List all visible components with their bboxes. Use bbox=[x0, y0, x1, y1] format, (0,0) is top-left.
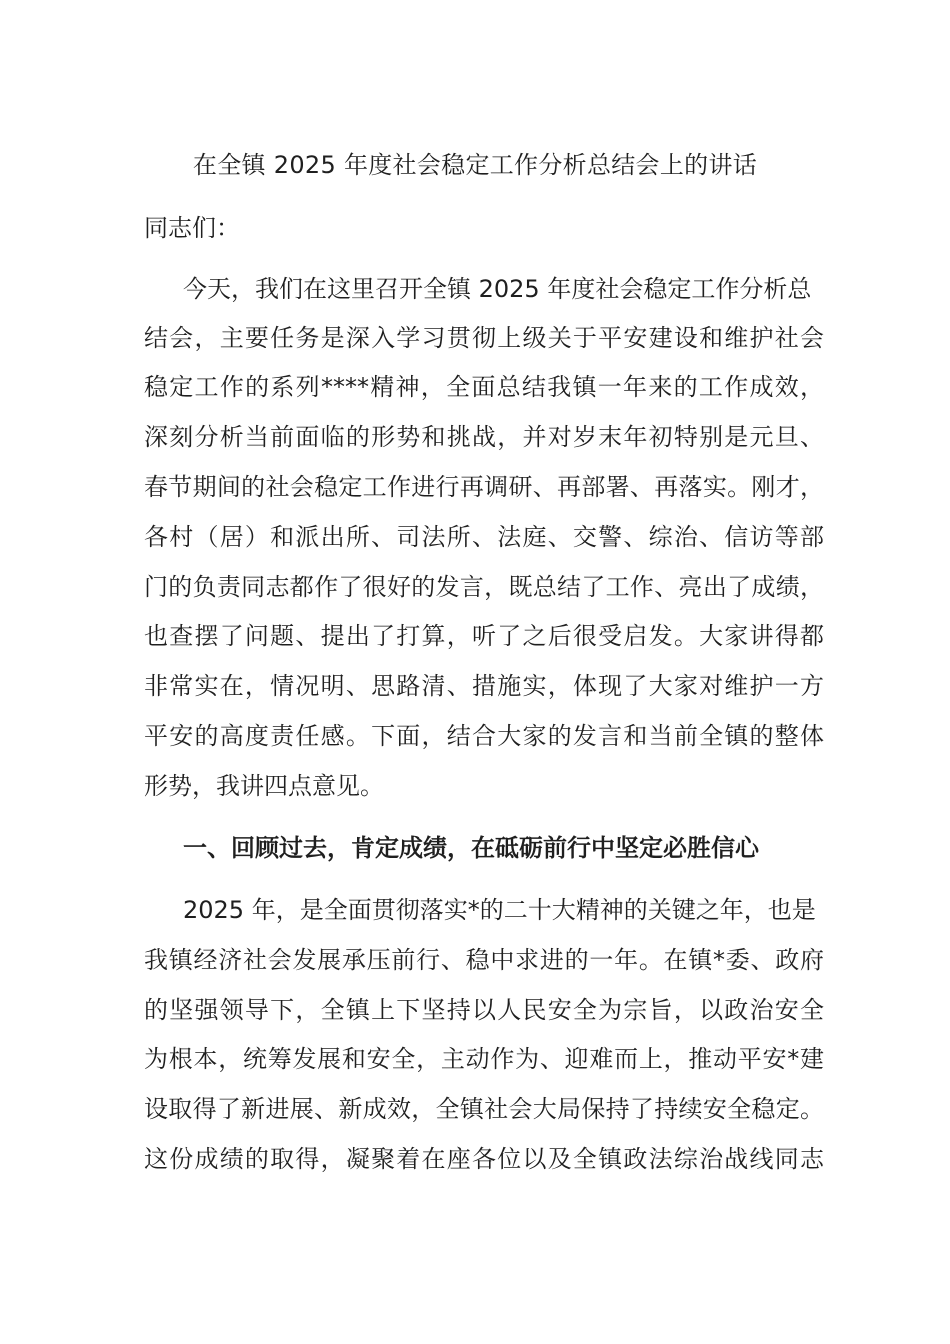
paragraph-1-line: 平安的高度责任感。下面，结合大家的发言和当前全镇的整体 bbox=[144, 722, 824, 750]
section-1-heading: 一、回顾过去，肯定成绩，在砥砺前行中坚定必胜信心 bbox=[183, 834, 759, 862]
paragraph-1-line: 各村（居）和派出所、司法所、法庭、交警、综治、信访等部 bbox=[144, 523, 824, 551]
paragraph-2-line: 的坚强领导下，全镇上下坚持以人民安全为宗旨，以政治安全 bbox=[144, 996, 824, 1024]
paragraph-1-line: 门的负责同志都作了很好的发言，既总结了工作、亮出了成绩， bbox=[144, 573, 824, 601]
greeting: 同志们： bbox=[144, 214, 240, 242]
paragraph-1-line: 深刻分析当前面临的形势和挑战，并对岁末年初特别是元旦、 bbox=[144, 423, 824, 451]
paragraph-1-line: 非常实在，情况明、思路清、措施实，体现了大家对维护一方 bbox=[144, 672, 824, 700]
paragraph-2-line: 2025 年，是全面贯彻落实*的二十大精神的关键之年，也是 bbox=[183, 896, 816, 924]
paragraph-2-line: 我镇经济社会发展承压前行、稳中求进的一年。在镇*委、政府 bbox=[144, 946, 824, 974]
paragraph-2-line: 为根本，统筹发展和安全，主动作为、迎难而上，推动平安*建 bbox=[144, 1045, 824, 1073]
paragraph-1-line: 也查摆了问题、提出了打算，听了之后很受启发。大家讲得都 bbox=[144, 622, 824, 650]
paragraph-2-line: 这份成绩的取得，凝聚着在座各位以及全镇政法综治战线同志 bbox=[144, 1145, 824, 1173]
document-title: 在全镇 2025 年度社会稳定工作分析总结会上的讲话 bbox=[192, 151, 758, 179]
paragraph-1-line: 今天，我们在这里召开全镇 2025 年度社会稳定工作分析总 bbox=[183, 275, 812, 303]
paragraph-1-line: 稳定工作的系列****精神，全面总结我镇一年来的工作成效， bbox=[144, 373, 824, 401]
paragraph-1-line: 形势，我讲四点意见。 bbox=[144, 772, 384, 800]
paragraph-1-line: 春节期间的社会稳定工作进行再调研、再部署、再落实。刚才， bbox=[144, 473, 824, 501]
paragraph-2-line: 设取得了新进展、新成效，全镇社会大局保持了持续安全稳定。 bbox=[144, 1095, 824, 1123]
paragraph-1-line: 结会，主要任务是深入学习贯彻上级关于平安建设和维护社会 bbox=[144, 324, 824, 352]
